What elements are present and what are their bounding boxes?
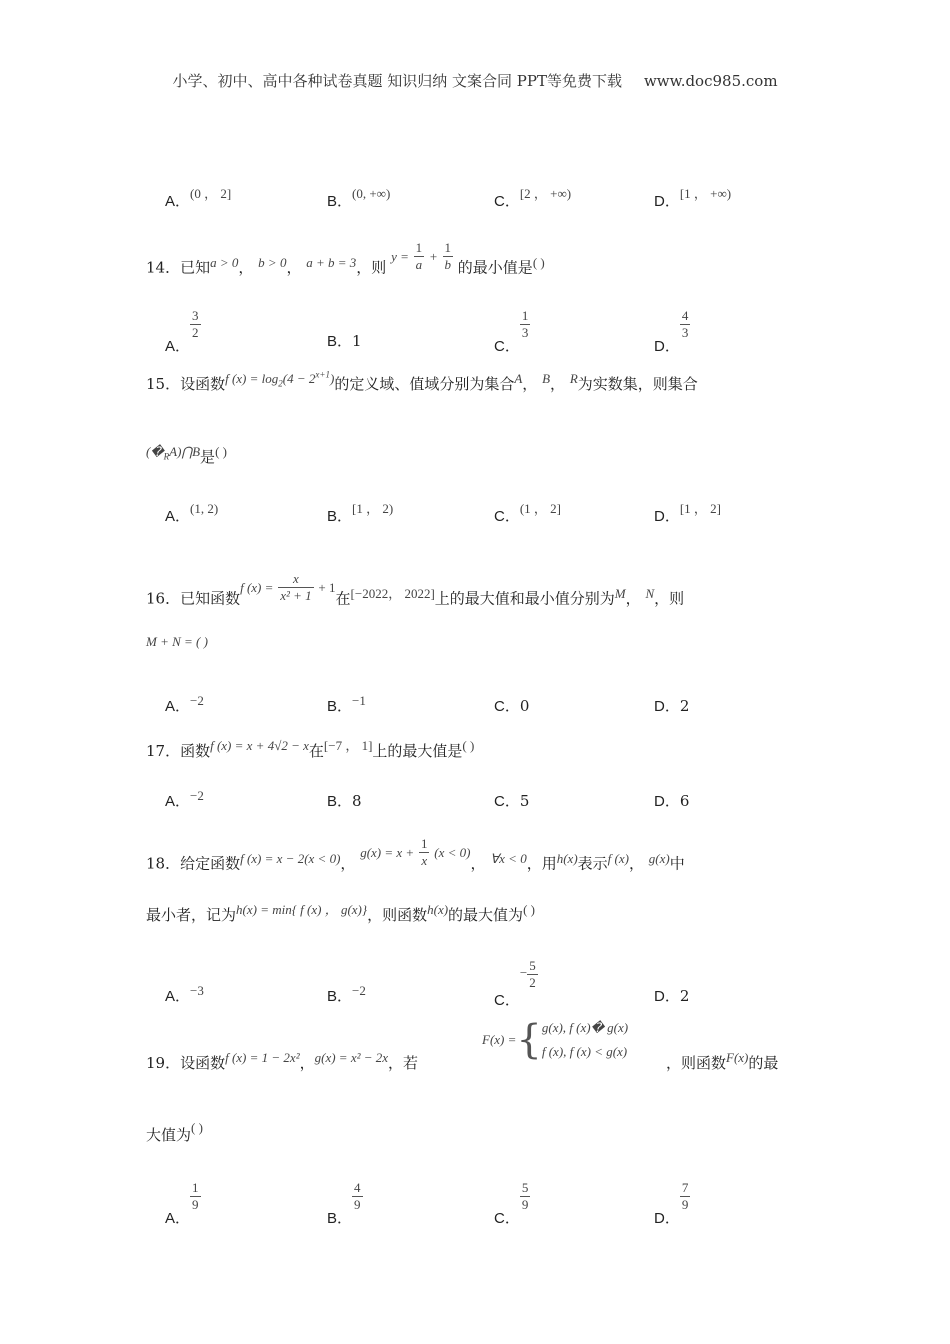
q18-option-d[interactable]: D．2 (654, 987, 690, 1005)
q17-option-c[interactable]: C．5 (494, 792, 530, 810)
question-17: 17．函数f (x) = x + 4√2 − x在[−7 ， 1]上的最大值是( ) (146, 738, 475, 760)
q16-option-a[interactable]: A．−2 (165, 693, 204, 715)
q15-option-d[interactable]: D．[1 ， 2] (654, 501, 722, 525)
question-19-tail: ，则函数F(x)的最 (666, 1050, 779, 1072)
q18-option-b[interactable]: B．−2 (327, 983, 366, 1005)
q16-option-c[interactable]: C．0 (494, 697, 530, 715)
q14-option-a[interactable]: A． $\frac{3}{2}$ (165, 308, 199, 355)
q18-option-a[interactable]: A．−3 (165, 983, 204, 1005)
q19-piecewise: F(x) = { g(x), f (x)� g(x) f (x), f (x) < g(x) (482, 1017, 629, 1063)
question-15: 15．设函数f $(x) = \log_2(4 - 2^{x+1})$的定义域、值域分别为集合A， B， R为实数集，则集合 (146, 369, 698, 393)
q13-option-c[interactable]: C．[2 ， +∞) (494, 186, 572, 210)
question-16: 16．已知函数f (x) = $\frac{x}{\text{x² + 1}}$ + 1在[−2022， 2022]上的最大值和最小值分别为M， N，则 (146, 571, 685, 608)
q15-option-c[interactable]: C．(1 ， 2] (494, 501, 562, 525)
q19-option-b[interactable]: B． $\frac{4}{9}$ (327, 1180, 361, 1227)
question-14: 14．已知a > 0， b > 0， a + b = 3，则 y = $\frac{1}{a}$ + $\frac{1}{b}$ 的最小值是( ) (146, 240, 545, 277)
question-18: 18．给定函数f (x) = x − 2(x < 0)， g(x) = x + $\frac{1}{x}$ (x < 0)， ∀x < 0，用h(x)表示f (x)， g(x)中 (146, 836, 685, 873)
q14-option-b[interactable]: B．1 (327, 332, 362, 350)
q16-option-b[interactable]: B．−1 (327, 693, 366, 715)
question-19: 19．设函数f (x) = 1 − 2x²，g(x) = x² − 2x，若 (146, 1050, 419, 1072)
brace-icon: { (516, 1017, 542, 1063)
question-15-line2: $(�_RA)⋂B$是( ) (146, 444, 227, 466)
question-16-line2: M + N = ( ) (146, 634, 208, 649)
q19-option-d[interactable]: D． $\frac{7}{9}$ (654, 1180, 689, 1227)
q14-option-d[interactable]: D． $\frac{4}{3}$ (654, 308, 689, 355)
q17-option-b[interactable]: B．8 (327, 792, 362, 810)
header-site: www.doc985.com (643, 72, 778, 90)
q14-option-c[interactable]: C． $\frac{1}{3}$ (494, 308, 529, 355)
question-19-line2: 大值为( ) (146, 1120, 203, 1144)
header-text: 小学、初中、高中各种试卷真题 知识归纳 文案合同 PPT等免费下载 (172, 72, 622, 90)
q18-option-c[interactable]: C．− $\frac{5}{2}$ (494, 958, 536, 1009)
q17-option-d[interactable]: D．6 (654, 792, 690, 810)
q13-option-a[interactable]: A．(0 ， 2] (165, 186, 232, 210)
q13-option-b[interactable]: B．(0, +∞) (327, 186, 391, 210)
q15-option-b[interactable]: B．[1 ， 2) (327, 501, 394, 525)
q19-option-c[interactable]: C． $\frac{5}{9}$ (494, 1180, 529, 1227)
q16-option-d[interactable]: D．2 (654, 697, 690, 715)
page-header (0, 70, 950, 91)
q19-option-a[interactable]: A． $\frac{1}{9}$ (165, 1180, 199, 1227)
q15-option-a[interactable]: A．(1, 2) (165, 501, 219, 525)
question-18-line2: 最小者，记为h(x) = min{ f (x) ， g(x)}，则函数h(x)的最大值为( ) (146, 902, 535, 924)
q17-option-a[interactable]: A．−2 (165, 788, 204, 810)
q13-option-d[interactable]: D．[1 ， +∞) (654, 186, 732, 210)
